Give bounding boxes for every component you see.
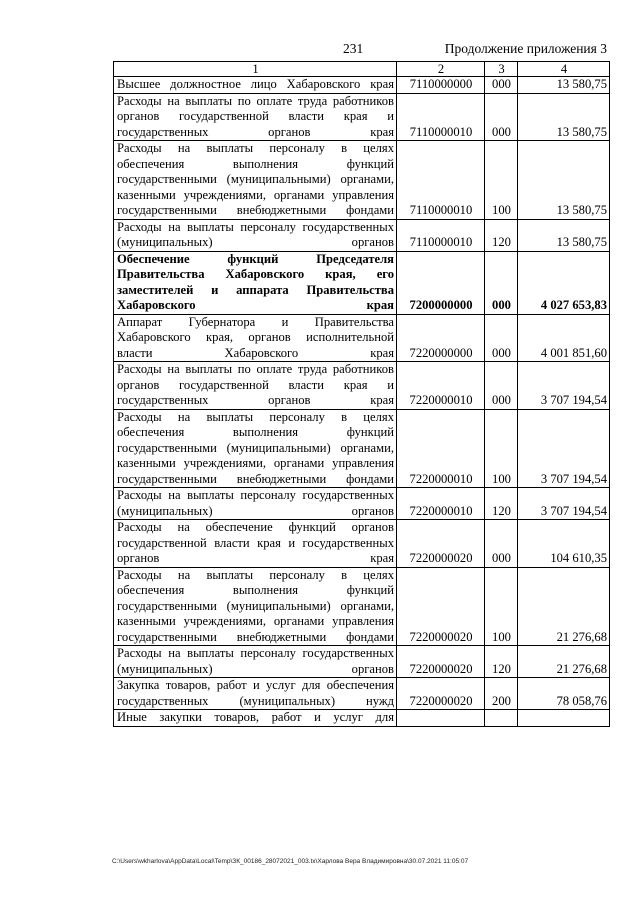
row-type-cell: 120 (485, 488, 518, 520)
row-code-cell: 7110000010 (397, 219, 485, 251)
row-code-cell: 7220000000 (397, 314, 485, 362)
row-name-cell: Аппарат Губернатора и Правительства Хабаровского края, органов исполнительной власти Хабаровского края (114, 314, 397, 362)
table-row (114, 520, 610, 568)
page-header (0, 41, 640, 59)
row-code-cell: 7110000010 (397, 93, 485, 141)
row-sum-cell: 21 276,68 (518, 567, 610, 646)
row-code-cell: 7220000020 (397, 646, 485, 678)
row-name-cell: Высшее должностное лицо Хабаровского края (114, 77, 397, 94)
table-row (114, 362, 610, 410)
row-type-cell: 100 (485, 141, 518, 220)
row-type-cell: 100 (485, 567, 518, 646)
row-type-cell: 200 (485, 678, 518, 710)
row-type-cell: 100 (485, 409, 518, 488)
row-sum-cell: 13 580,75 (518, 77, 610, 94)
row-sum-cell: 3 707 194,54 (518, 488, 610, 520)
table-row (114, 409, 610, 488)
column-number: 2 (397, 62, 485, 77)
file-path-footer: C:\Users\wkharlova\AppData\Local\Temp\ЗК_00186_28072021_003.tx\Харлова Вера Владимировна\30.07.2021 11:05:07 (112, 858, 469, 865)
row-sum-cell: 13 580,75 (518, 93, 610, 141)
row-name-cell: Расходы на выплаты персоналу в целях обеспечения выполнения функций государственными (муниципальными) органами, казенными учреждениями, органами управления государственными внебюджетными фондами (114, 409, 397, 488)
row-code-cell: 7220000020 (397, 520, 485, 568)
row-sum-cell: 78 058,76 (518, 678, 610, 710)
row-name-cell: Расходы на обеспечение функций органов государственной власти края и государственных органов края (114, 520, 397, 568)
table-row (114, 251, 610, 314)
row-code-cell (397, 710, 485, 727)
row-type-cell: 000 (485, 77, 518, 94)
row-sum-cell: 4 027 653,83 (518, 251, 610, 314)
row-sum-cell: 3 707 194,54 (518, 409, 610, 488)
table-row (114, 488, 610, 520)
row-name-cell: Закупка товаров, работ и услуг для обеспечения государственных (муниципальных) нужд (114, 678, 397, 710)
row-code-cell: 7220000010 (397, 409, 485, 488)
row-name-cell: Расходы на выплаты персоналу государственных (муниципальных) органов (114, 646, 397, 678)
row-type-cell: 120 (485, 646, 518, 678)
table-row (114, 678, 610, 710)
row-code-cell: 7220000010 (397, 362, 485, 410)
row-name-cell: Расходы на выплаты персоналу в целях обеспечения выполнения функций государственными (муниципальными) органами, казенными учреждениями, органами управления государственными внебюджетными фондами (114, 141, 397, 220)
row-name-cell: Обеспечение функций Председателя Правительства Хабаровского края, его заместителей и аппарата Правительства Хабаровского края (114, 251, 397, 314)
row-type-cell: 000 (485, 520, 518, 568)
row-code-cell: 7110000000 (397, 77, 485, 94)
table-row (114, 219, 610, 251)
table-row (114, 141, 610, 220)
row-name-cell: Расходы на выплаты персоналу государственных (муниципальных) органов (114, 488, 397, 520)
row-code-cell: 7220000010 (397, 488, 485, 520)
table-row (114, 314, 610, 362)
row-code-cell: 7110000010 (397, 141, 485, 220)
row-name-cell: Расходы на выплаты по оплате труда работников органов государственной власти края и государственных органов края (114, 362, 397, 410)
column-number-row (114, 62, 610, 77)
row-name-cell: Расходы на выплаты персоналу в целях обеспечения выполнения функций государственными (муниципальными) органами, казенными учреждениями, органами управления государственными внебюджетными фондами (114, 567, 397, 646)
row-sum-cell: 13 580,75 (518, 219, 610, 251)
row-type-cell (485, 710, 518, 727)
row-sum-cell: 104 610,35 (518, 520, 610, 568)
row-name-cell: Расходы на выплаты персоналу государственных (муниципальных) органов (114, 219, 397, 251)
table-row (114, 646, 610, 678)
row-sum-cell (518, 710, 610, 727)
row-name-cell: Иные закупки товаров, работ и услуг для (114, 710, 397, 727)
row-type-cell: 000 (485, 314, 518, 362)
row-code-cell: 7200000000 (397, 251, 485, 314)
continuation-note: Продолжение приложения 3 (444, 41, 607, 56)
column-number: 1 (114, 62, 397, 77)
table-row (114, 93, 610, 141)
table-row (114, 710, 610, 727)
row-type-cell: 000 (485, 251, 518, 314)
row-name-cell: Расходы на выплаты по оплате труда работников органов государственной власти края и государственных органов края (114, 93, 397, 141)
column-number: 3 (485, 62, 518, 77)
table-row (114, 77, 610, 94)
row-code-cell: 7220000020 (397, 567, 485, 646)
row-code-cell: 7220000020 (397, 678, 485, 710)
column-number: 4 (518, 62, 610, 77)
row-type-cell: 000 (485, 93, 518, 141)
budget-table (113, 61, 610, 727)
row-sum-cell: 21 276,68 (518, 646, 610, 678)
row-sum-cell: 3 707 194,54 (518, 362, 610, 410)
row-sum-cell: 13 580,75 (518, 141, 610, 220)
row-sum-cell: 4 001 851,60 (518, 314, 610, 362)
page-number: 231 (343, 41, 364, 56)
row-type-cell: 000 (485, 362, 518, 410)
row-type-cell: 120 (485, 219, 518, 251)
table-row (114, 567, 610, 646)
